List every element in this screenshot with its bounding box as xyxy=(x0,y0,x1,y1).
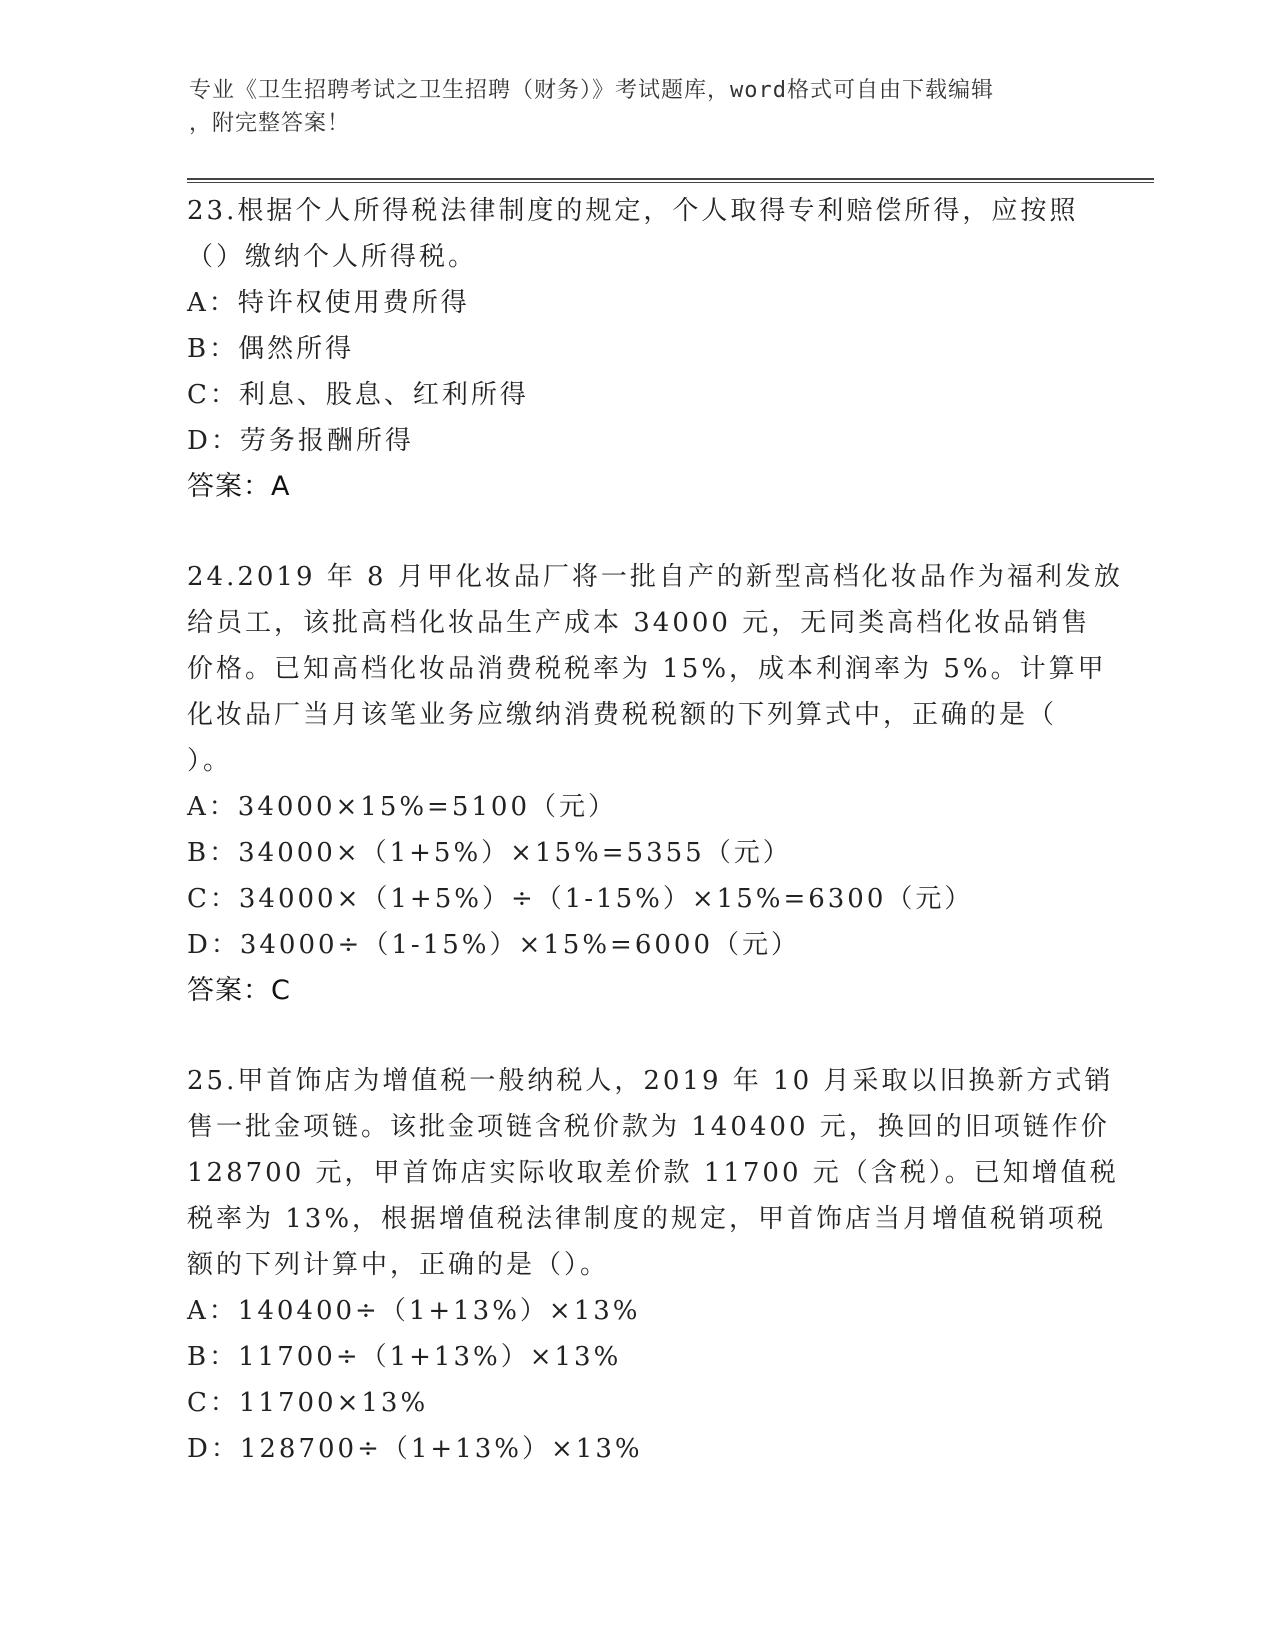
stem-line: 23.根据个人所得税法律制度的规定，个人取得专利赔偿所得，应按照 xyxy=(187,196,1079,226)
question-25 xyxy=(187,1058,1119,1472)
stem-line: 128700 元，甲首饰店实际收取差价款 11700 元（含税）。已知增值税 xyxy=(187,1158,1119,1188)
stem-line: 售一批金项链。该批金项链含税价款为 140400 元，换回的旧项链作价 xyxy=(187,1112,1110,1142)
header-line: ，附完整答案！ xyxy=(189,111,351,136)
question-stem xyxy=(187,554,1123,784)
answer-line: 答案：A xyxy=(187,471,291,502)
document-header xyxy=(189,74,1089,140)
question-24 xyxy=(187,554,1123,1014)
option-c: C：11700×13% xyxy=(187,1388,429,1418)
question-23 xyxy=(187,188,1087,510)
stem-line: 24.2019 年 8 月甲化妆品厂将一批自产的新型高档化妆品作为福利发放 xyxy=(187,562,1123,592)
question-stem xyxy=(187,1058,1119,1288)
header-line: 专业《卫生招聘考试之卫生招聘（财务）》考试题库，word格式可自由下载编辑 xyxy=(189,78,994,103)
option-b: B：34000×（1+5%）×15%=5355（元） xyxy=(187,838,792,868)
option-b: B：偶然所得 xyxy=(187,334,355,364)
stem-line: 税率为 13%，根据增值税法律制度的规定，甲首饰店当月增值税销项税 xyxy=(187,1204,1107,1234)
option-a: A：特许权使用费所得 xyxy=(187,288,470,318)
option-d: D：劳务报酬所得 xyxy=(187,426,414,456)
answer-line: 答案：C xyxy=(187,975,291,1006)
option-a: A：140400÷（1+13%）×13% xyxy=(187,1296,641,1326)
option-c: C：34000×（1+5%）÷（1-15%）×15%=6300（元） xyxy=(187,884,974,914)
question-spacer xyxy=(187,1014,1087,1058)
stem-line: 给员工，该批高档化妆品生产成本 34000 元，无同类高档化妆品销售 xyxy=(187,608,1091,638)
option-d: D：128700÷（1+13%）×13% xyxy=(187,1434,643,1464)
question-spacer xyxy=(187,510,1087,554)
header-divider xyxy=(187,178,1154,180)
header-divider-thin xyxy=(187,182,1154,183)
option-d: D：34000÷（1-15%）×15%=6000（元） xyxy=(187,930,800,960)
question-list xyxy=(187,188,1123,1472)
question-stem xyxy=(187,188,1087,280)
option-a: A：34000×15%=5100（元） xyxy=(187,792,618,822)
option-c: C：利息、股息、红利所得 xyxy=(187,380,529,410)
stem-line: 额的下列计算中，正确的是（）。 xyxy=(187,1250,610,1280)
stem-line: 化妆品厂当月该笔业务应缴纳消费税税额的下列算式中，正确的是（ xyxy=(187,700,1058,730)
option-b: B：11700÷（1+13%）×13% xyxy=(187,1342,622,1372)
stem-line: （）缴纳个人所得税。 xyxy=(187,242,478,272)
stem-line: 25.甲首饰店为增值税一般纳税人，2019 年 10 月采取以旧换新方式销 xyxy=(187,1066,1114,1096)
stem-line: ）。 xyxy=(187,746,233,776)
stem-line: 价格。已知高档化妆品消费税税率为 15%，成本利润率为 5%。计算甲 xyxy=(187,654,1107,684)
